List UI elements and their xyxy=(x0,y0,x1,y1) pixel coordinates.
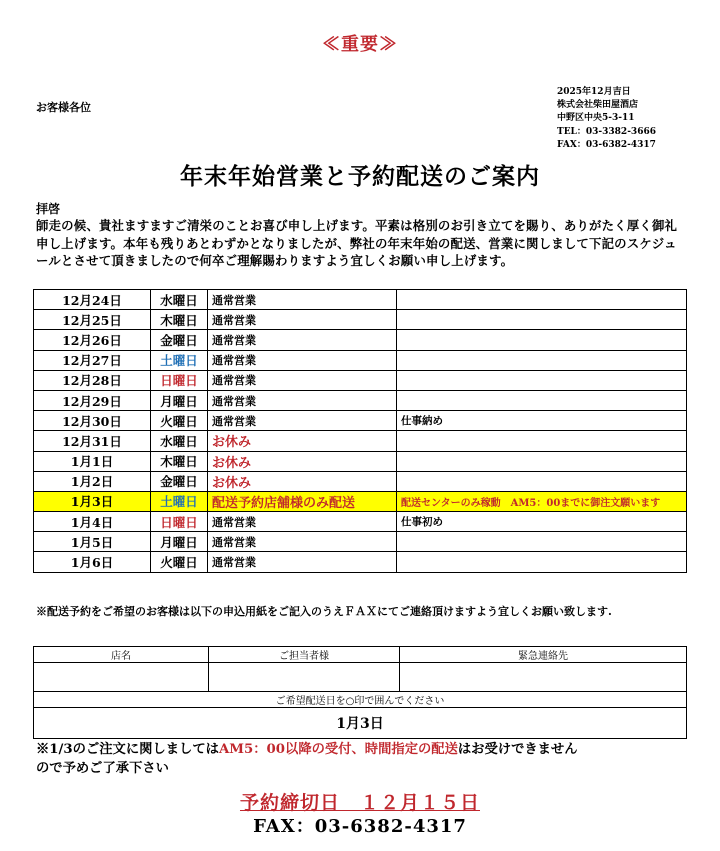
sender-fax: FAX：03-6382-4317 xyxy=(557,139,656,150)
notice-text: ※配送予約をご希望のお客様は以下の申込用紙をご記入のうえＦＡＸにてご連絡頂けますよう宜しくお願い致します. xyxy=(36,605,612,618)
sender-address: 中野区中央5-3-11 xyxy=(557,113,635,124)
schedule-row xyxy=(34,290,687,310)
row-date: 12月25日 xyxy=(34,310,151,330)
row-note xyxy=(397,431,687,451)
row-date: 1月2日 xyxy=(34,471,151,491)
row-status: 通常営業 xyxy=(208,390,397,410)
row-status: 通常営業 xyxy=(208,310,397,330)
schedule-row xyxy=(34,512,687,532)
emergency-contact-field[interactable] xyxy=(400,663,687,692)
row-status: お休み xyxy=(208,451,397,471)
form-header-contact: ご担当者様 xyxy=(209,647,400,663)
schedule-row xyxy=(34,451,687,471)
row-date: 1月5日 xyxy=(34,532,151,552)
row-note: 仕事納め xyxy=(397,411,687,431)
row-day: 火曜日 xyxy=(151,552,208,572)
reservation-deadline: 予約締切日 １２月１５日 xyxy=(239,792,480,814)
row-status: 通常営業 xyxy=(208,532,397,552)
footnote-part1: ※1/3のご注文に関しましては xyxy=(36,742,219,757)
greeting: 拝啓 xyxy=(36,202,61,216)
schedule-row xyxy=(34,330,687,350)
footnote-part3: はお受けできません xyxy=(457,742,578,757)
row-day: 木曜日 xyxy=(151,310,208,330)
schedule-row xyxy=(34,431,687,451)
row-day: 土曜日 xyxy=(151,350,208,370)
row-note xyxy=(397,552,687,572)
row-day: 水曜日 xyxy=(151,431,208,451)
recipient: お客様各位 xyxy=(36,101,91,114)
footnote-emphasis: AM5：00以降の受付、時間指定の配送 xyxy=(218,742,458,757)
row-date: 12月27日 xyxy=(34,350,151,370)
row-status: お休み xyxy=(208,431,397,451)
row-note: 配送センターのみ稼動 AM5：00までに御注文願います xyxy=(397,491,687,511)
form-header-store: 店名 xyxy=(34,647,209,663)
delivery-date-label: ご希望配送日を○印で囲んでください xyxy=(34,692,687,708)
row-status: 通常営業 xyxy=(208,411,397,431)
row-date: 12月26日 xyxy=(34,330,151,350)
row-day: 日曜日 xyxy=(151,512,208,532)
important-heading: ≪重要≫ xyxy=(322,34,398,55)
row-date: 1月6日 xyxy=(34,552,151,572)
schedule-row xyxy=(34,310,687,330)
row-date: 12月29日 xyxy=(34,390,151,410)
row-note xyxy=(397,370,687,390)
schedule-row xyxy=(34,411,687,431)
form-header-emergency: 緊急連絡先 xyxy=(400,647,687,663)
page-title: 年末年始営業と予約配送のご案内 xyxy=(180,163,540,190)
sender-company: 株式会社柴田屋酒店 xyxy=(557,100,639,111)
row-day: 火曜日 xyxy=(151,411,208,431)
row-day: 月曜日 xyxy=(151,390,208,410)
row-day: 木曜日 xyxy=(151,451,208,471)
fax-number: FAX：03-6382-4317 xyxy=(253,816,467,837)
footnote-line2: ので予めご了承下さい xyxy=(36,761,169,776)
row-date: 12月24日 xyxy=(34,290,151,310)
row-status: 通常営業 xyxy=(208,552,397,572)
schedule-row xyxy=(34,552,687,572)
order-form xyxy=(33,646,687,739)
row-date: 1月1日 xyxy=(34,451,151,471)
row-day: 日曜日 xyxy=(151,370,208,390)
row-note xyxy=(397,390,687,410)
row-status: 通常営業 xyxy=(208,350,397,370)
row-day: 水曜日 xyxy=(151,290,208,310)
row-status: 通常営業 xyxy=(208,290,397,310)
row-date: 12月28日 xyxy=(34,370,151,390)
sender-tel: TEL：03-3382-3666 xyxy=(557,126,656,137)
row-day: 金曜日 xyxy=(151,330,208,350)
row-note xyxy=(397,451,687,471)
row-status: 通常営業 xyxy=(208,370,397,390)
sender-block xyxy=(557,86,656,152)
row-note xyxy=(397,471,687,491)
row-status: 通常営業 xyxy=(208,330,397,350)
footnote xyxy=(36,740,696,778)
schedule-row xyxy=(34,370,687,390)
body-paragraph: 師走の候、貴社ますますご清栄のことお喜び申し上げます。平素は格別のお引き立てを賜り、ありがたく厚く御礼申し上げます。本年も残りあとわずかとなりましたが、弊社の年末年始の配送、営業に関しまして下記のスケジュールとさせて頂きましたので何卒ご理解賜わりますよう宜しくお願い申し上げます。 xyxy=(36,218,678,269)
contact-person-field[interactable] xyxy=(209,663,400,692)
schedule-row xyxy=(34,532,687,552)
row-note xyxy=(397,330,687,350)
row-status: 配送予約店舗様のみ配送 xyxy=(208,491,397,511)
row-note xyxy=(397,310,687,330)
row-date: 1月3日 xyxy=(34,491,151,511)
row-status: お休み xyxy=(208,471,397,491)
row-day: 土曜日 xyxy=(151,491,208,511)
row-note xyxy=(397,290,687,310)
row-day: 金曜日 xyxy=(151,471,208,491)
row-note: 仕事初め xyxy=(397,512,687,532)
row-date: 12月31日 xyxy=(34,431,151,451)
row-note xyxy=(397,532,687,552)
row-note xyxy=(397,350,687,370)
schedule-row-highlighted xyxy=(34,491,687,511)
store-name-field[interactable] xyxy=(34,663,209,692)
schedule-row xyxy=(34,350,687,370)
schedule-table xyxy=(33,289,687,573)
row-status: 通常営業 xyxy=(208,512,397,532)
row-date: 1月4日 xyxy=(34,512,151,532)
delivery-date-option[interactable]: 1月3日 xyxy=(34,708,687,739)
row-day: 月曜日 xyxy=(151,532,208,552)
row-date: 12月30日 xyxy=(34,411,151,431)
schedule-row xyxy=(34,471,687,491)
schedule-row xyxy=(34,390,687,410)
sender-date: 2025年12月吉日 xyxy=(557,87,631,97)
